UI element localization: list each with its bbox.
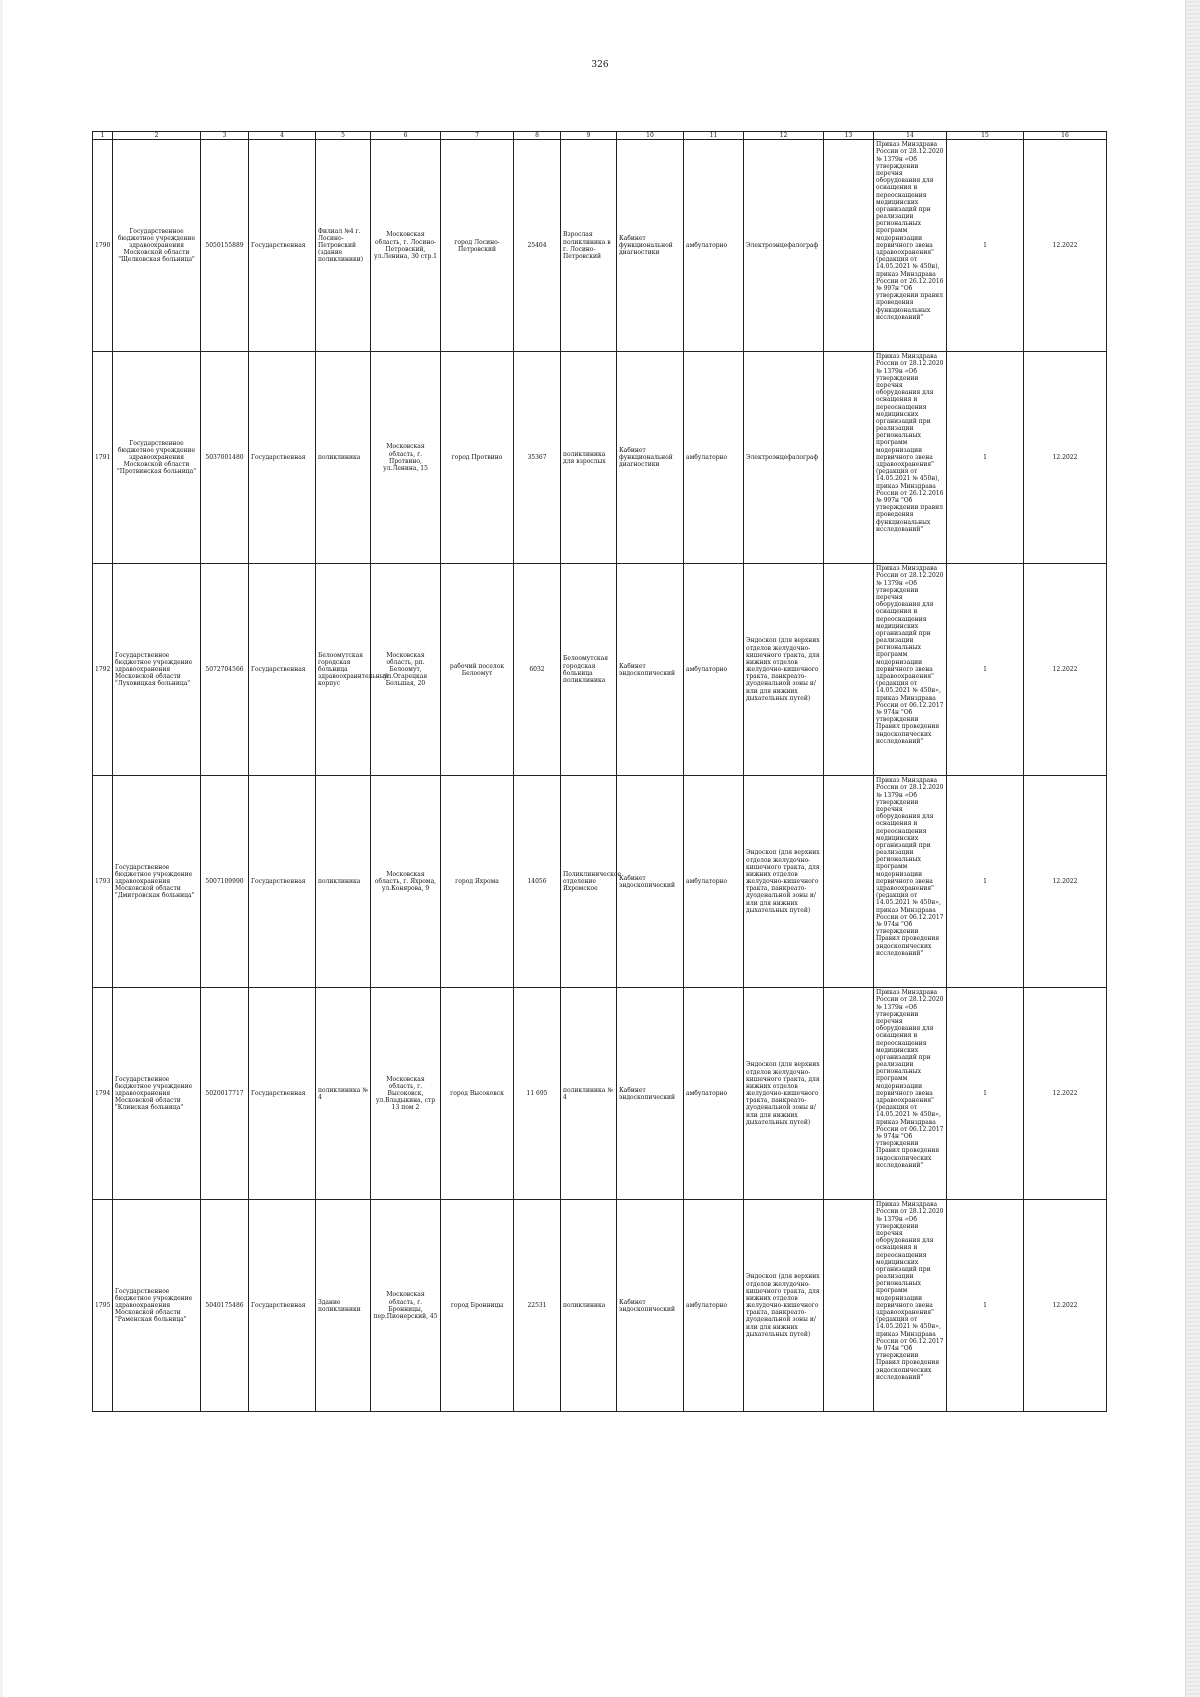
column-header: 12 — [744, 132, 824, 140]
room-type: Кабинет функциональной диагностики — [617, 140, 684, 352]
table-row — [93, 140, 1107, 352]
empty-cell — [824, 988, 874, 1200]
empty-cell — [824, 776, 874, 988]
department: Белоомутская городская больница поликлиника — [561, 564, 617, 776]
equipment-name: Эндоскоп (для верхних отделов желудочно-кишечного тракта, для нижних отделов желудочно-кишечного тракта, панкреато-дуоденальной зоны и/или для нижних дыхательных путей) — [744, 776, 824, 988]
equipment-name: Эндоскоп (для верхних отделов желудочно-кишечного тракта, для нижних отделов желудочно-кишечного тракта, панкреато-дуоденальной зоны и/или для нижних дыхательных путей) — [744, 564, 824, 776]
regulatory-basis — [874, 776, 947, 988]
delivery-date: 12.2022 — [1024, 564, 1107, 776]
building-name: поликлиника № 4 — [316, 988, 371, 1200]
room-type: Кабинет функциональной диагностики — [617, 352, 684, 564]
locality: город Лосино-Петровский — [441, 140, 514, 352]
department: поликлиника — [561, 1200, 617, 1412]
organization-name: Государственное бюджетное учреждение здравоохранения Московской области "Раменская больница" — [113, 1200, 201, 1412]
regulatory-basis-text: Приказ Минздрава России от 28.12.2020 № 1379н «Об утверждении перечня оборудования для оснащения и переоснащения медицинских организаций при реализации региональных программ модернизации первичного звена здравоохранения"(редакция от 14.05.2021 № 450н), приказ Минздрава России от 26.12.2016 № 997н "Об утверждении правил проведения функциональных исследований" — [876, 353, 944, 533]
column-header: 7 — [441, 132, 514, 140]
equipment-name: Электроэнцефалограф — [744, 352, 824, 564]
room-type: Кабинет эндоскопический — [617, 988, 684, 1200]
row-number: 1792 — [93, 564, 113, 776]
regulatory-basis-text: Приказ Минздрава России от 28.12.2020 № 1379н «Об утверждении перечня оборудования для оснащения и переоснащения медицинских организаций при реализации региональных программ модернизации первичного звена здравоохранения"(редакция от 14.05.2021 № 450н», приказ Минздрава России от 06.12.2017 № 974н "Об утверждении Правил проведения эндоскопических исследований" — [876, 565, 944, 745]
regulatory-basis — [874, 1200, 947, 1412]
equipment-name: Эндоскоп (для верхних отделов желудочно-кишечного тракта, для нижних отделов желудочно-кишечного тракта, панкреато-дуоденальной зоны и/или для нижних дыхательных путей) — [744, 988, 824, 1200]
population: 14056 — [514, 776, 561, 988]
column-header: 2 — [113, 132, 201, 140]
inn-code: 5072704566 — [201, 564, 249, 776]
equipment-register-table — [92, 131, 1107, 1412]
address: Московская область, г. Высоковск, ул.Владыкина, стр 13 пом 2 — [371, 988, 441, 1200]
column-header: 11 — [684, 132, 744, 140]
locality: город Яхрома — [441, 776, 514, 988]
population: 35367 — [514, 352, 561, 564]
equipment-name: Эндоскоп (для верхних отделов желудочно-кишечного тракта, для нижних отделов желудочно-кишечного тракта, панкреато-дуоденальной зоны и/или для нижних дыхательных путей) — [744, 1200, 824, 1412]
population: 6032 — [514, 564, 561, 776]
department: Поликлиническое отделение Яхромское — [561, 776, 617, 988]
ownership-form: Государственная — [249, 352, 316, 564]
empty-cell — [824, 1200, 874, 1412]
building-name: поликлиника — [316, 352, 371, 564]
empty-cell — [824, 140, 874, 352]
address: Московская область, рп. Белоомут, ул.Огарецкая Большая, 20 — [371, 564, 441, 776]
regulatory-basis — [874, 564, 947, 776]
delivery-date: 12.2022 — [1024, 352, 1107, 564]
inn-code: 5040175486 — [201, 1200, 249, 1412]
care-mode: амбулаторно — [684, 140, 744, 352]
table-row — [93, 1200, 1107, 1412]
address: Московская область, г. Лосино-Петровский, ул.Ленина, 30 стр.1 — [371, 140, 441, 352]
ownership-form: Государственная — [249, 564, 316, 776]
building-name: Здание поликлиники — [316, 1200, 371, 1412]
quantity: 1 — [947, 776, 1024, 988]
column-header: 15 — [947, 132, 1024, 140]
column-header: 6 — [371, 132, 441, 140]
row-number: 1794 — [93, 988, 113, 1200]
room-type: Кабинет эндоскопический — [617, 564, 684, 776]
room-type: Кабинет эндоскопический — [617, 776, 684, 988]
address: Московская область, г. Бронницы, пер.Пионерский, 45 — [371, 1200, 441, 1412]
ownership-form: Государственная — [249, 776, 316, 988]
table-row — [93, 988, 1107, 1200]
address: Московская область, г. Протвино, ул.Ленина, 15 — [371, 352, 441, 564]
locality: город Бронницы — [441, 1200, 514, 1412]
row-number: 1793 — [93, 776, 113, 988]
organization-name: Государственное бюджетное учреждение здравоохранения Московской области "Щелковская больница" — [113, 140, 201, 352]
quantity: 1 — [947, 1200, 1024, 1412]
row-number: 1790 — [93, 140, 113, 352]
delivery-date: 12.2022 — [1024, 1200, 1107, 1412]
organization-name: Государственное бюджетное учреждение здравоохранения Московской области "Клинская больница" — [113, 988, 201, 1200]
quantity: 1 — [947, 988, 1024, 1200]
locality: рабочий поселок Белоомут — [441, 564, 514, 776]
regulatory-basis-text: Приказ Минздрава России от 28.12.2020 № 1379н «Об утверждении перечня оборудования для оснащения и переоснащения медицинских организаций при реализации региональных программ модернизации первичного звена здравоохранения"(редакция от 14.05.2021 № 450н», приказ Минздрава России от 06.12.2017 № 974н "Об утверждении Правил проведения эндоскопических исследований" — [876, 989, 944, 1169]
column-header: 14 — [874, 132, 947, 140]
care-mode: амбулаторно — [684, 564, 744, 776]
column-number-row — [93, 132, 1107, 140]
inn-code: 5020017717 — [201, 988, 249, 1200]
delivery-date: 12.2022 — [1024, 988, 1107, 1200]
population: 22531 — [514, 1200, 561, 1412]
organization-name: Государственное бюджетное учреждение здравоохранения Московской области "Протвинская больница" — [113, 352, 201, 564]
quantity: 1 — [947, 564, 1024, 776]
department: поликлиника № 4 — [561, 988, 617, 1200]
building-name: поликлиника — [316, 776, 371, 988]
care-mode: амбулаторно — [684, 352, 744, 564]
ownership-form: Государственная — [249, 1200, 316, 1412]
ownership-form: Государственная — [249, 140, 316, 352]
regulatory-basis-text: Приказ Минздрава России от 28.12.2020 № 1379н «Об утверждении перечня оборудования для оснащения и переоснащения медицинских организаций при реализации региональных программ модернизации первичного звена здравоохранения"(редакция от 14.05.2021 № 450н), приказ Минздрава России от 26.12.2016 № 997н "Об утверждении правил проведения функциональных исследований" — [876, 141, 944, 321]
table-row — [93, 776, 1107, 988]
inn-code: 5007109990 — [201, 776, 249, 988]
building-name: Белоомутская городская больница здравоохранительный корпус — [316, 564, 371, 776]
column-header: 9 — [561, 132, 617, 140]
empty-cell — [824, 564, 874, 776]
organization-name: Государственное бюджетное учреждение здравоохранения Московской области "Луховицкая больница" — [113, 564, 201, 776]
care-mode: амбулаторно — [684, 1200, 744, 1412]
column-header: 13 — [824, 132, 874, 140]
column-header: 3 — [201, 132, 249, 140]
address: Московская область, г. Яхрома, ул.Конярова, 9 — [371, 776, 441, 988]
department: поликлиника для взрослых — [561, 352, 617, 564]
row-number: 1795 — [93, 1200, 113, 1412]
inn-code: 5050155889 — [201, 140, 249, 352]
organization-name: Государственное бюджетное учреждение здравоохранения Московской области "Дмитровская больница" — [113, 776, 201, 988]
regulatory-basis — [874, 352, 947, 564]
table-row — [93, 564, 1107, 776]
scan-right-edge — [1185, 0, 1200, 1697]
delivery-date: 12.2022 — [1024, 776, 1107, 988]
column-header: 10 — [617, 132, 684, 140]
inn-code: 5037001480 — [201, 352, 249, 564]
page-number: 326 — [591, 60, 609, 70]
department: Взрослая поликлиника в г. Лосино-Петровский — [561, 140, 617, 352]
column-header: 16 — [1024, 132, 1107, 140]
table-row — [93, 352, 1107, 564]
column-header: 5 — [316, 132, 371, 140]
quantity: 1 — [947, 352, 1024, 564]
regulatory-basis-text: Приказ Минздрава России от 28.12.2020 № 1379н «Об утверждении перечня оборудования для оснащения и переоснащения медицинских организаций при реализации региональных программ модернизации первичного звена здравоохранения"(редакция от 14.05.2021 № 450н», приказ Минздрава России от 06.12.2017 № 974н "Об утверждении Правил проведения эндоскопических исследований" — [876, 777, 944, 957]
care-mode: амбулаторно — [684, 776, 744, 988]
locality: город Протвино — [441, 352, 514, 564]
column-header: 8 — [514, 132, 561, 140]
population: 11 695 — [514, 988, 561, 1200]
column-header: 4 — [249, 132, 316, 140]
column-header: 1 — [93, 132, 113, 140]
room-type: Кабинет эндоскопический — [617, 1200, 684, 1412]
equipment-name: Электроэнцефалограф — [744, 140, 824, 352]
quantity: 1 — [947, 140, 1024, 352]
regulatory-basis — [874, 140, 947, 352]
scan-left-edge — [0, 0, 3, 1697]
regulatory-basis-text: Приказ Минздрава России от 28.12.2020 № 1379н «Об утверждении перечня оборудования для оснащения и переоснащения медицинских организаций при реализации региональных программ модернизации первичного звена здравоохранения"(редакция от 14.05.2021 № 450н», приказ Минздрава России от 06.12.2017 № 974н "Об утверждении Правил проведения эндоскопических исследований" — [876, 1201, 944, 1381]
building-name: Филиал №4 г. Лосино-Петровский (здание поликлиники) — [316, 140, 371, 352]
regulatory-basis — [874, 988, 947, 1200]
care-mode: амбулаторно — [684, 988, 744, 1200]
row-number: 1791 — [93, 352, 113, 564]
ownership-form: Государственная — [249, 988, 316, 1200]
population: 25404 — [514, 140, 561, 352]
locality: город Высоковск — [441, 988, 514, 1200]
empty-cell — [824, 352, 874, 564]
delivery-date: 12.2022 — [1024, 140, 1107, 352]
